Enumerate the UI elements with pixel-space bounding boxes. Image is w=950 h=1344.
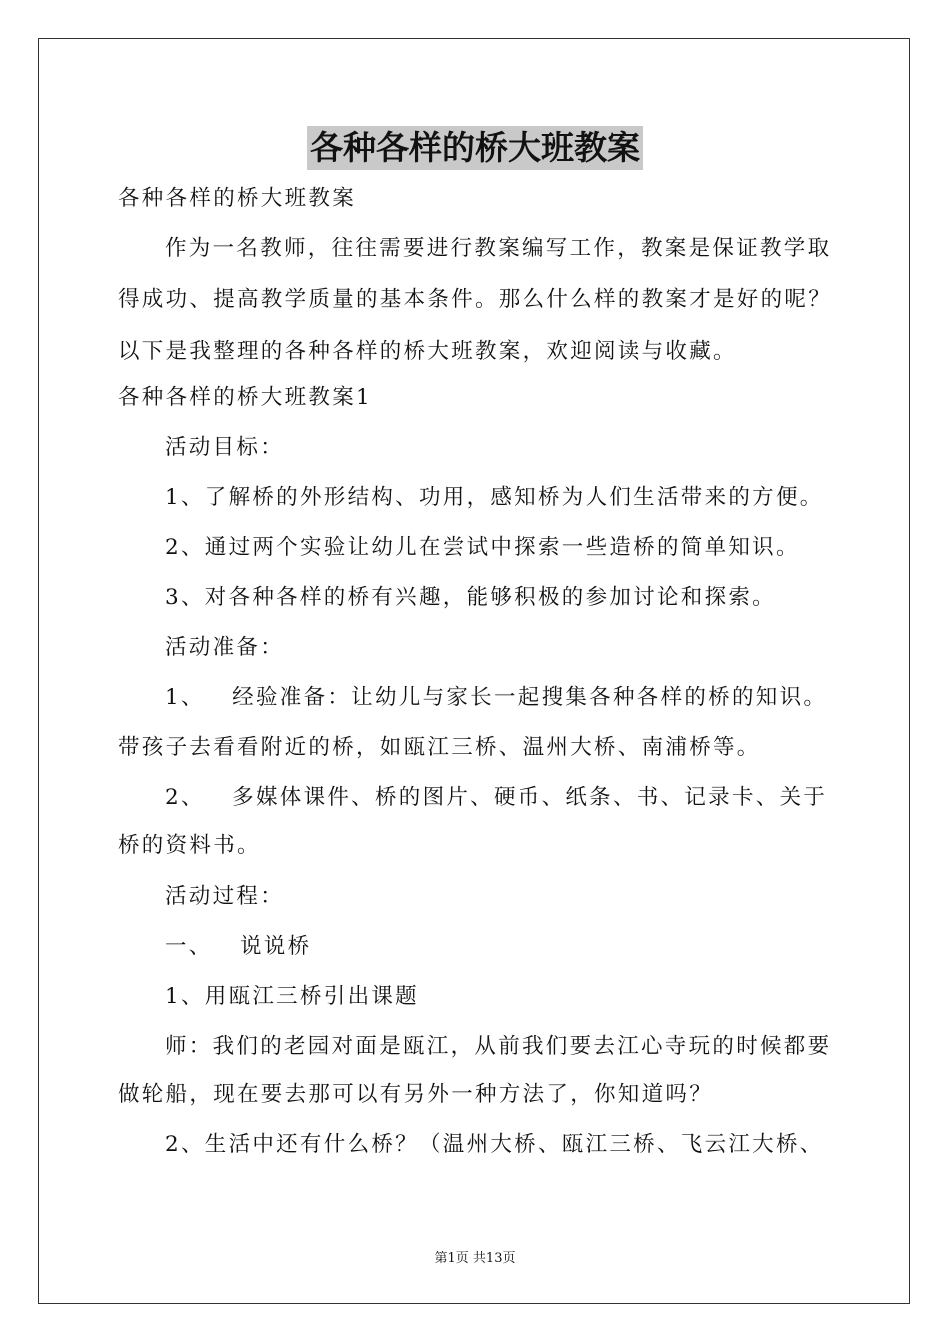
list-item: 2、生活中还有什么桥？（温州大桥、瓯江三桥、飞云江大桥、 xyxy=(165,1132,824,1157)
list-item: 1、 经验准备：让幼儿与家长一起搜集各种各样的桥的知识。 xyxy=(165,685,828,710)
list-item: 2、 多媒体课件、桥的图片、硬币、纸条、书、记录卡、关于 xyxy=(165,785,828,810)
paragraph-line: 以下是我整理的各种各样的桥大班教案，欢迎阅读与收藏。 xyxy=(118,339,737,364)
subheading-goals: 活动目标： xyxy=(165,435,285,460)
paragraph-line: 桥的资料书。 xyxy=(118,833,261,858)
subheading-process: 活动过程： xyxy=(165,884,285,909)
subheading-preparation: 活动准备： xyxy=(165,635,285,660)
list-item: 1、用瓯江三桥引出课题 xyxy=(165,984,419,1009)
title-container xyxy=(0,126,950,170)
document-title: 各种各样的桥大班教案 xyxy=(307,126,643,170)
subtitle-line: 各种各样的桥大班教案 xyxy=(118,186,357,211)
page-footer: 第1页 共13页 xyxy=(434,1251,516,1266)
paragraph-line: 带孩子去看看附近的桥，如瓯江三桥、温州大桥、南浦桥等。 xyxy=(118,735,761,760)
section-heading: 各种各样的桥大班教案1 xyxy=(118,385,372,410)
paragraph-line: 师：我们的老园对面是瓯江，从前我们要去江心寺玩的时候都要 xyxy=(165,1034,832,1059)
paragraph-line: 做轮船，现在要去那可以有另外一种方法了，你知道吗？ xyxy=(118,1082,714,1107)
page-border xyxy=(38,38,910,1304)
list-item: 1、了解桥的外形结构、功用，感知桥为人们生活带来的方便。 xyxy=(165,485,824,510)
list-item: 一、 说说桥 xyxy=(165,934,312,959)
list-item: 2、通过两个实验让幼儿在尝试中探索一些造桥的简单知识。 xyxy=(165,535,800,560)
list-item: 3、对各种各样的桥有兴趣，能够积极的参加讨论和探索。 xyxy=(165,585,776,610)
paragraph-line: 作为一名教师，往往需要进行教案编写工作，教案是保证教学取 xyxy=(165,236,832,261)
paragraph-line: 得成功、提高教学质量的基本条件。那么什么样的教案才是好的呢？ xyxy=(118,287,833,312)
